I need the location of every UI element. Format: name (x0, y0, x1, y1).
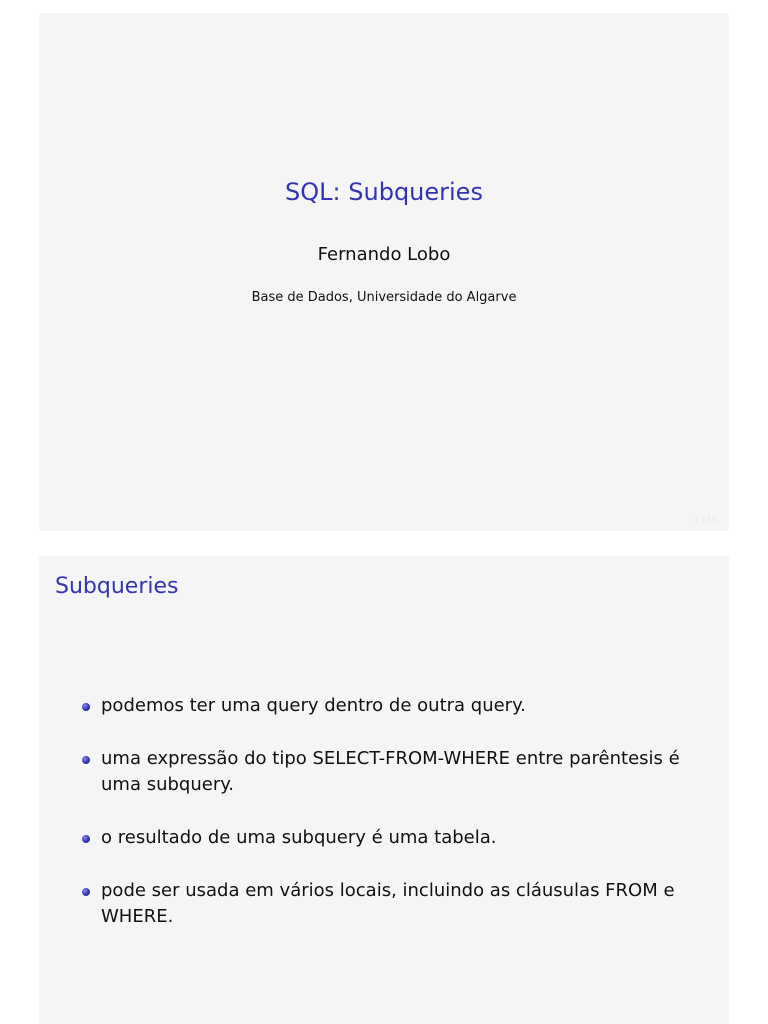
bullet-list (79, 693, 699, 957)
bullet-item (79, 746, 699, 798)
bullet-item (79, 693, 699, 719)
bullet-item (79, 878, 699, 930)
bullet-text: pode ser usada em vários locais, incluindo as cláusulas FROM e WHERE. (101, 880, 675, 927)
bullet-icon (82, 835, 90, 843)
bullet-text: uma expressão do tipo SELECT-FROM-WHERE entre parêntesis é uma subquery. (101, 748, 680, 795)
bullet-icon (82, 703, 90, 711)
bullet-item (79, 825, 699, 851)
bullet-text: podemos ter uma query dentro de outra query. (101, 695, 526, 716)
bullet-text: o resultado de uma subquery é uma tabela. (101, 827, 497, 848)
author-name: Fernando Lobo (317, 244, 451, 265)
presentation-title: SQL: Subqueries (285, 178, 483, 206)
slide-title: Subqueries (55, 574, 179, 599)
content-slide (39, 556, 729, 1024)
page-number: 1 / 15 (693, 515, 717, 524)
bullet-icon (82, 756, 90, 764)
bullet-icon (82, 888, 90, 896)
institute-name: Base de Dados, Universidade do Algarve (251, 290, 517, 305)
title-slide (39, 13, 729, 531)
